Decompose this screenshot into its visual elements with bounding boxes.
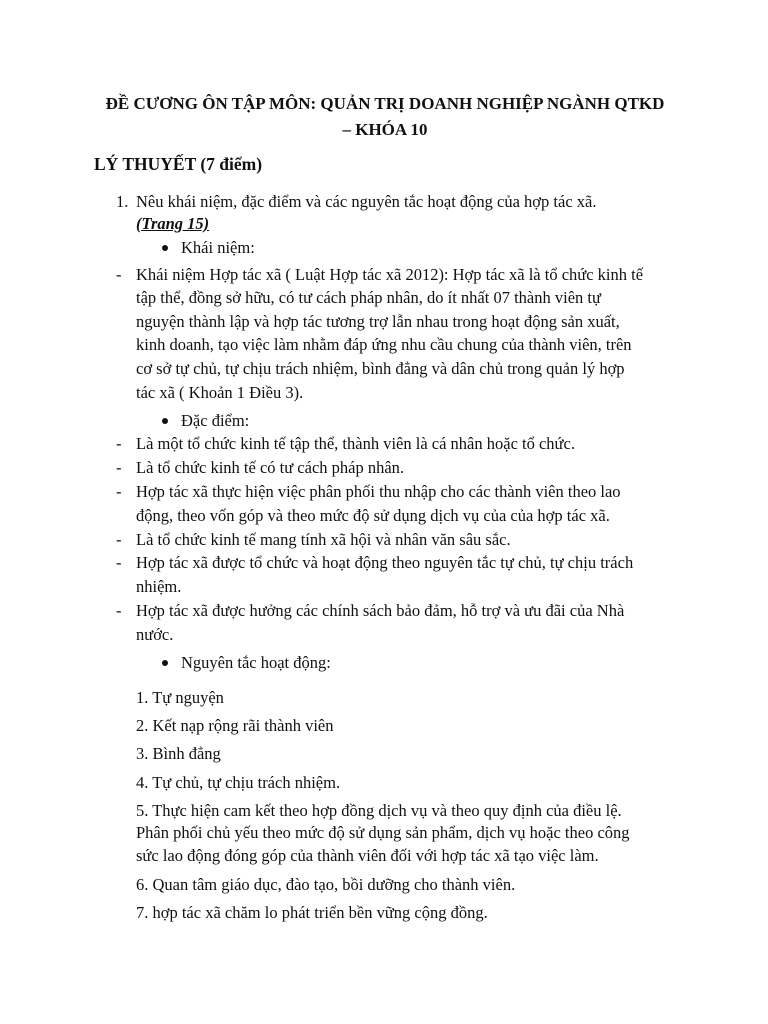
dash-marker: -: [116, 458, 122, 477]
feature-item-line: Là một tổ chức kinh tế tập thể, thành viên là cá nhân hoặc tổ chức.: [136, 434, 575, 453]
dash-marker: -: [116, 265, 122, 284]
feature-item-line: Hợp tác xã thực hiện việc phân phối thu nhập cho các thành viên theo lao: [136, 482, 621, 501]
concept-line: Khái niệm Hợp tác xã ( Luật Hợp tác xã 2012): Hợp tác xã là tổ chức kinh tế: [136, 265, 644, 284]
feature-item-line: động, theo vốn góp và theo mức độ sử dụng dịch vụ của của hợp tác xã.: [136, 506, 610, 525]
bullet-features-label: Đặc điểm:: [181, 411, 250, 430]
dash-marker: -: [116, 482, 122, 501]
principle-item-line: 1. Tự nguyện: [136, 688, 224, 707]
concept-line: kinh doanh, tạo việc làm nhằm đáp ứng nhu cầu chung của thành viên, trên: [136, 335, 632, 354]
dash-marker: -: [116, 553, 122, 572]
dash-marker: -: [116, 434, 122, 453]
bullet-dot-icon: [162, 660, 168, 666]
question-text: Nêu khái niệm, đặc điểm và các nguyên tắc hoạt động của hợp tác xã.: [136, 192, 597, 211]
concept-line: tập thể, đồng sở hữu, có tư cách pháp nhân, do ít nhất 07 thành viên tự: [136, 288, 601, 307]
dash-marker: -: [116, 530, 122, 549]
feature-item-line: nhiệm.: [136, 577, 182, 596]
dash-marker: -: [116, 601, 122, 620]
feature-item-line: Hợp tác xã được hưởng các chính sách bảo đảm, hỗ trợ và ưu đãi của Nhà: [136, 601, 625, 620]
section-heading: LÝ THUYẾT (7 điểm): [94, 154, 263, 174]
principle-item-line: sức lao động đóng góp của thành viên đối với hợp tác xã tạo việc làm.: [136, 846, 599, 865]
principle-item-line: 6. Quan tâm giáo dục, đào tạo, bồi dưỡng cho thành viên.: [136, 875, 516, 894]
question-number: 1.: [116, 192, 129, 211]
page-reference: (Trang 15): [136, 214, 210, 233]
bullet-principles-label: Nguyên tắc hoạt động:: [181, 653, 331, 672]
feature-item-line: Hợp tác xã được tổ chức và hoạt động theo nguyên tắc tự chủ, tự chịu trách: [136, 553, 634, 572]
principle-item-line: 2. Kết nạp rộng rãi thành viên: [136, 716, 334, 735]
document-title-line-1: ĐỀ CƯƠNG ÔN TẬP MÔN: QUẢN TRỊ DOANH NGHIỆP NGÀNH QTKD: [105, 94, 665, 113]
principle-item-line: 7. hợp tác xã chăm lo phát triển bền vững cộng đồng.: [136, 903, 488, 922]
feature-item-line: Là tổ chức kinh tế có tư cách pháp nhân.: [136, 458, 405, 477]
bullet-dot-icon: [162, 418, 168, 424]
principle-item-line: 3. Bình đẳng: [136, 744, 221, 763]
concept-line: cơ sở tự chủ, tự chịu trách nhiệm, bình đẳng và dân chủ trong quản lý hợp: [136, 359, 625, 378]
feature-item-line: Là tổ chức kinh tế mang tính xã hội và nhân văn sâu sắc.: [136, 530, 511, 549]
bullet-dot-icon: [162, 245, 168, 251]
bullet-concept-label: Khái niệm:: [181, 238, 255, 257]
principle-item-line: Phân phối chủ yếu theo mức độ sử dụng sản phẩm, dịch vụ hoặc theo công: [136, 823, 630, 842]
document-title-line-2: – KHÓA 10: [342, 120, 428, 139]
principle-item-line: 5. Thực hiện cam kết theo hợp đồng dịch vụ và theo quy định của điều lệ.: [136, 801, 622, 820]
feature-item-line: nước.: [136, 625, 174, 644]
principle-item-line: 4. Tự chủ, tự chịu trách nhiệm.: [136, 773, 341, 792]
concept-line: tác xã ( Khoản 1 Điều 3).: [136, 383, 304, 402]
concept-line: nguyện thành lập và hợp tác tương trợ lẫn nhau trong hoạt động sản xuất,: [136, 312, 620, 331]
